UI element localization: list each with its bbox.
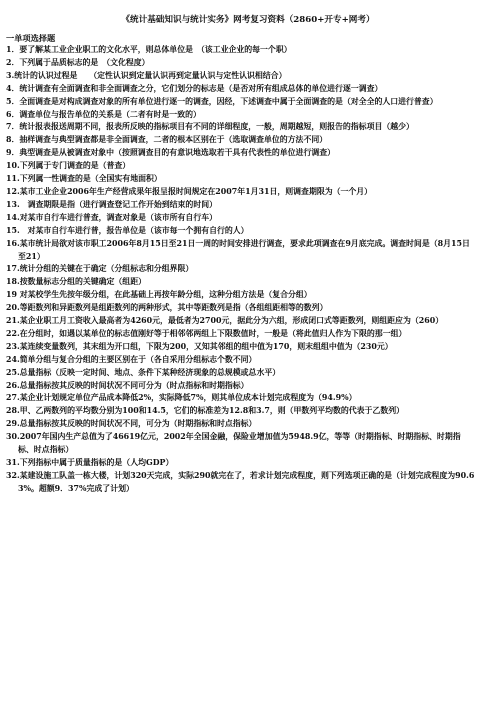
question-list	[6, 44, 476, 496]
question-item: 17.统计分组的关键在于确定（分组标志和分组界限）	[6, 264, 194, 274]
question-item: 4．统计调查有全面调查和非全面调查之分，它们划分的标志是（是否对所有组成总体的单位进行逐一调查）	[6, 83, 383, 93]
question-item: 26.总量指标按其反映的时间状况不同可分为（时点指标和时期指标）	[6, 380, 249, 390]
question-item: 13. 调查期限是指（进行调查登记工作开始到结束的时间）	[6, 199, 217, 209]
question-item: 1．要了解某工业企业职工的文化水平，则总体单位是 （该工业企业的每一个职）	[6, 45, 292, 54]
question-item: 21.某企业职工月工资收入最高者为4260元，最低者为2700元，据此分为六组，形成闭口式等距数列，则组距应为（260）	[6, 316, 444, 326]
question-item: 10.下列属于专门调查的是（普查）	[6, 161, 131, 171]
question-item: 15. 对某市自行车进行普，报告单位是（该市每一个拥有自行的人）	[6, 225, 249, 235]
question-item: 5．全面调查是对构成调查对象的所有单位进行逐一的调查，因经，下述调查中属于全面调查的是（对全全的人口进行普查）	[6, 96, 438, 106]
question-item: 23.某连续变量数列，其末组为开口组，下限为200，又知其邻组的组中值为170，则末组组中值为（230元）	[6, 341, 393, 351]
question-item: 31.下列指标中属于质量指标的是（人均GDP）	[6, 458, 174, 467]
question-item: 2．下列属于品质标志的是 （文化程度）	[6, 57, 150, 67]
question-item: 25.总量指标（反映一定时间、地点、条件下某种经济现象的总规模或总水平）	[6, 367, 281, 377]
question-item: 22.在分组时，如遇以某单位的标志值刚好等于相邻邻两组上下限数值时，一般是（将此值归人作为下限的那一组）	[6, 328, 407, 338]
question-item: 32.某建设施工队盖一栋大楼，计划320天完成，实际290就完在了，若求计划完成程度，则下列选项正确的是（计划完成程度为90.63%。超额9．37%完成了计划）	[6, 470, 475, 493]
question-item: 11.下列属一性调查的是（全国实有地面积）	[6, 174, 162, 184]
question-item: 18.按数量标志分组的关键确定（组距）	[6, 277, 146, 287]
question-item: 28.甲、乙两数列的平均数分别为100和14.5，它们的标准差为12.8和3.7，则（甲数列平均数的代表于乙数列）	[6, 406, 404, 416]
document-title: 《统计基础知识与统计实务》网考复习资料（2860+开专+网考）	[121, 15, 375, 25]
question-item: 7．统计报表报送周期不同，报表所反映的指标项目有不同的详细程度，一般，周期越短，则报告的指标项目（越少）	[6, 122, 414, 132]
question-item: 12.某市工业企业2006年生产经营成果年报呈报时间规定在2007年1月31日，则调查期限为（一个月）	[6, 186, 373, 196]
question-item: 3.统计的认识过程是 （定性认识到定量认识再到定量认识与定性认识相结合）	[6, 70, 287, 80]
question-item: 14.对某市自行车进行普查，调查对象是（该市所有自行车）	[6, 212, 217, 222]
question-item: 19 对某校学生先按年级分组，在此基础上再按年龄分组，这种分组方法是（复合分组）	[6, 290, 312, 300]
question-item: 16.某市统计局欲对该市职工2006年8月15日至21日一周的时间安排进行调查，要求此项调查在9月底完成。调查时间是（8月15日至21）	[6, 238, 470, 261]
question-item: 20.等距数列和异距数列是组距数列的两种形式，其中等距数列是指（各组组距相等的数列）	[6, 303, 328, 313]
question-item: 6．调查单位与报告单位的关系是（二者有时是一致的）	[6, 109, 201, 119]
question-item: 29.总量指标按其反映的时间状况不同，可分为（时期指标和时点指标）	[6, 419, 257, 429]
section-heading: 一单项选择题	[6, 33, 56, 43]
question-item: 9．典型调查是从被调查对象中（按照调查目的有意识地选取若干具有代表性的单位进行调查）	[6, 148, 336, 158]
question-item: 30.2007年国内生产总值为了46619亿元，2002年全国金融，保险业增加值为5948.9亿，等等（时期指标、时期指标、时期指标、时点指标）	[6, 432, 461, 455]
question-item: 24.简单分组与复合分组的主要区别在于（各自采用分组标志个数不同）	[6, 354, 257, 364]
question-item: 27.某企业计划规定单位产品成本降低2%，实际降低7%，则其单位成本计划完成程度为（94.9%）	[6, 393, 357, 403]
question-item: 8．抽样调查与典型调查都是非全面调查，二者的根本区别在于（选取调查单位的方法不同）	[6, 135, 328, 145]
